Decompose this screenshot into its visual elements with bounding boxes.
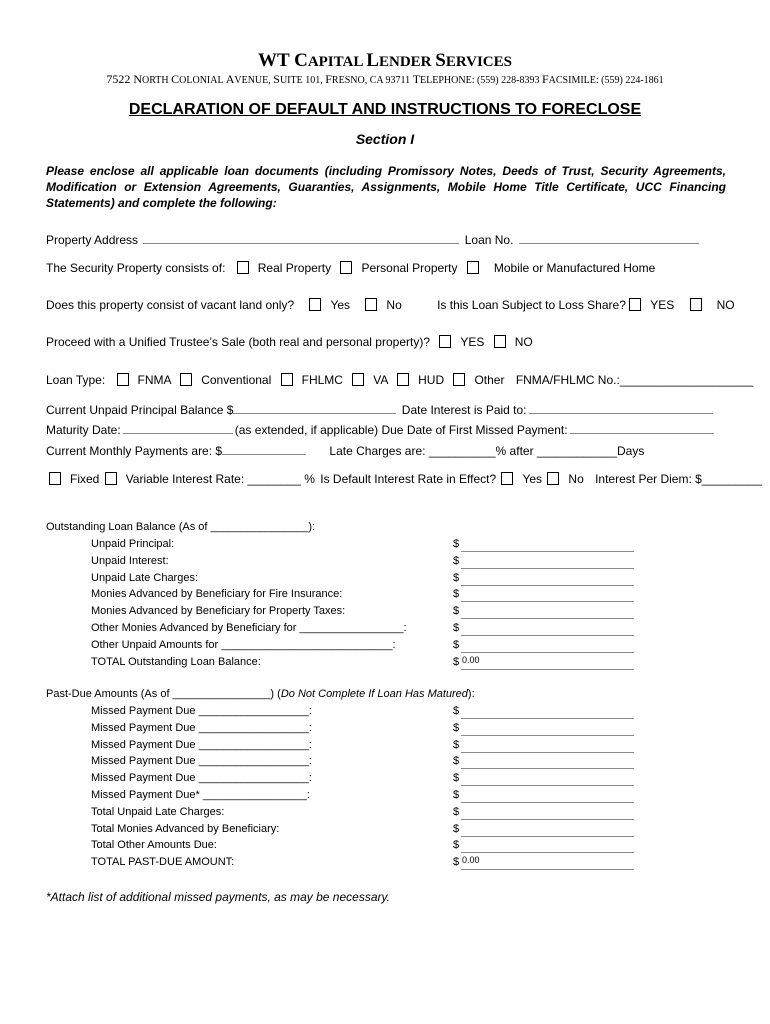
unified-no-label: NO [514,335,533,349]
outstanding-amount-field[interactable] [461,555,634,569]
outstanding-dollar-sign: $ [453,588,460,601]
property-address-field[interactable] [143,231,459,244]
loan-no-field[interactable] [519,231,699,244]
outstanding-row-label: Unpaid Interest: [91,554,169,567]
outstanding-amount-field[interactable] [461,605,634,619]
default-yes-checkbox[interactable] [501,472,513,485]
interest-per-diem-field[interactable]: Interest Per Diem: $_________ [595,472,762,486]
outstanding-row-label: Unpaid Late Charges: [91,571,199,584]
intro-paragraph: Please enclose all applicable loan documents (including Promissory Notes, Deeds of Trust, Security Agreements, Modification or Extension Agreements, Guaranties, Assignments, Mobile Home Title Certificate, UCC Financing Statements) and complete the following: [46,164,726,210]
variable-rate-field[interactable]: Variable Interest Rate: ________ % [125,472,315,486]
monthly-payments-field[interactable] [222,442,306,455]
company-address: 7522 NORTH COLONIAL AVENUE, SUITE 101, FRESNO, CA 93711 TELEPHONE: (559) 228-8393 FACSIMILE: (559) 224-1861 [106,72,664,86]
outstanding-amount-field[interactable] [461,639,634,653]
pastdue-amount-value: 0.00 [462,855,480,866]
outstanding-dollar-sign: $ [453,554,460,567]
date-interest-field[interactable] [529,401,713,414]
company-name: WT CAPITAL LENDER SERVICES [258,50,512,71]
as-extended-label: (as extended, if applicable) [234,423,379,437]
vacant-no-label: No [386,298,402,312]
pastdue-dollar-sign: $ [453,839,460,852]
outstanding-row-label: TOTAL Outstanding Loan Balance: [91,655,261,668]
outstanding-amount-field[interactable] [461,538,634,552]
fnma-no-field[interactable]: FNMA/FHLMC No.:____________________ [515,373,754,387]
vacant-yes-label: Yes [330,298,351,312]
outstanding-row-label: Monies Advanced by Beneficiary for Fire Insurance: [91,588,343,601]
late-charges-field[interactable]: Late Charges are: __________% after ____________Days [329,444,645,458]
default-no-checkbox[interactable] [547,472,559,485]
outstanding-heading: Outstanding Loan Balance (As of ________________): [46,521,316,533]
unified-sale-label: Proceed with a Unified Trustee’s Sale (both real and personal property)? [46,335,430,349]
pastdue-row-label: Total Unpaid Late Charges: [91,805,225,818]
pastdue-amount-field[interactable] [461,856,634,870]
pastdue-row-label: Missed Payment Due __________________: [91,721,312,734]
maturity-date-label: Maturity Date: [46,423,121,437]
default-no-label: No [568,472,584,486]
conventional-checkbox[interactable] [180,373,192,386]
unified-yes-checkbox[interactable] [439,335,451,348]
vacant-land-label: Does this property consist of vacant land only? [46,298,295,312]
pastdue-row-label: Total Monies Advanced by Beneficiary: [91,822,280,835]
outstanding-amount-field[interactable] [461,656,634,670]
vacant-yes-checkbox[interactable] [309,298,321,311]
pastdue-dollar-sign: $ [453,772,460,785]
vacant-no-checkbox[interactable] [365,298,377,311]
pastdue-dollar-sign: $ [453,705,460,717]
loss-share-yes-checkbox[interactable] [629,298,641,311]
pastdue-amount-field[interactable] [461,789,634,803]
pastdue-dollar-sign: $ [453,721,460,734]
personal-property-label: Personal Property [361,261,458,275]
security-property-label: The Security Property consists of: [46,261,226,275]
pastdue-row-label: Missed Payment Due __________________: [91,755,312,768]
maturity-row [46,421,716,437]
pastdue-dollar-sign: $ [453,856,460,869]
due-date-label: Due Date of First Missed Payment: [381,423,568,437]
outstanding-dollar-sign: $ [453,571,460,584]
va-label: VA [373,373,388,387]
pastdue-heading: Past-Due Amounts (As of ________________) (Do Not Complete If Loan Has Matured): [46,688,475,700]
fhlmc-label: FHLMC [301,373,343,387]
pastdue-dollar-sign: $ [453,789,460,801]
pastdue-row-label: Missed Payment Due __________________: [91,772,312,785]
pastdue-amount-field[interactable] [461,772,634,786]
pastdue-row-label: Missed Payment Due __________________: [91,738,312,751]
real-property-checkbox[interactable] [237,261,249,274]
outstanding-dollar-sign: $ [453,538,460,550]
fixed-checkbox[interactable] [49,472,61,485]
outstanding-amount-field[interactable] [461,622,634,636]
loss-share-no-checkbox[interactable] [690,298,702,311]
document-title: DECLARATION OF DEFAULT AND INSTRUCTIONS TO FORECLOSE [128,101,642,118]
fnma-label: FNMA [137,373,171,387]
maturity-date-field[interactable] [123,421,233,434]
loan-type-row [46,373,753,387]
default-interest-label: Is Default Interest Rate in Effect? [320,472,497,486]
fhlmc-checkbox[interactable] [281,373,293,386]
pastdue-amount-field[interactable] [461,755,634,769]
date-interest-label: Date Interest is Paid to: [401,403,527,417]
outstanding-row-label: Other Unpaid Amounts for ____________________________: [91,638,396,651]
pastdue-dollar-sign: $ [453,738,460,751]
pastdue-dollar-sign: $ [453,822,460,835]
pastdue-dollar-sign: $ [453,755,460,768]
other-loan-label: Other [474,373,505,387]
unified-sale-row [46,335,533,349]
fnma-checkbox[interactable] [117,373,129,386]
outstanding-dollar-sign: $ [453,605,460,618]
pastdue-amount-field[interactable] [461,823,634,837]
unified-yes-label: YES [460,335,485,349]
real-property-label: Real Property [257,261,332,275]
pastdue-row-label: Missed Payment Due __________________: [91,705,312,717]
unpaid-principal-row [46,401,715,417]
outstanding-dollar-sign: $ [453,638,460,651]
outstanding-dollar-sign: $ [453,655,460,668]
loan-type-label: Loan Type: [46,373,106,387]
personal-property-checkbox[interactable] [340,261,352,274]
interest-row [49,472,762,486]
default-yes-label: Yes [522,472,543,486]
outstanding-amount-value: 0.00 [462,654,480,665]
loss-share-label: Is this Loan Subject to Loss Share? [437,298,626,312]
property-address-label: Property Address [46,233,139,247]
unpaid-principal-field[interactable] [233,401,396,414]
monthly-payments-row [46,442,644,458]
security-property-row [46,261,655,275]
va-checkbox[interactable] [352,373,364,386]
pastdue-row-label: Missed Payment Due* _________________: [91,789,310,801]
outstanding-row-label: Other Monies Advanced by Beneficiary for _________________: [91,622,407,634]
footnote: *Attach list of additional missed payments, as may be necessary. [46,890,390,904]
pastdue-amount-field[interactable] [461,806,634,820]
vacant-land-row [46,298,735,312]
outstanding-amount-field[interactable] [461,572,634,586]
pastdue-row-label: TOTAL PAST-DUE AMOUNT: [91,856,235,869]
variable-checkbox[interactable] [105,472,117,485]
pastdue-amount-field[interactable] [461,722,634,736]
due-date-field[interactable] [570,421,714,434]
pastdue-amount-field[interactable] [461,839,634,853]
pastdue-row-label: Total Other Amounts Due: [91,839,217,852]
outstanding-row-label: Unpaid Principal: [91,538,175,550]
fixed-label: Fixed [70,472,100,486]
property-address-row [46,231,701,247]
outstanding-row-label: Monies Advanced by Beneficiary for Property Taxes: [91,605,346,618]
mobile-home-label: Mobile or Manufactured Home [493,261,656,275]
other-loan-checkbox[interactable] [453,373,465,386]
monthly-payments-label: Current Monthly Payments are: $ [46,444,223,458]
unified-no-checkbox[interactable] [494,335,506,348]
pastdue-amount-field[interactable] [461,705,634,719]
conventional-label: Conventional [201,373,272,387]
outstanding-dollar-sign: $ [453,622,460,634]
loss-share-no-label: NO [716,298,735,312]
pastdue-amount-field[interactable] [461,739,634,753]
unpaid-principal-label: Current Unpaid Principal Balance $ [46,403,234,417]
hud-checkbox[interactable] [397,373,409,386]
hud-label: HUD [418,373,445,387]
pastdue-dollar-sign: $ [453,805,460,818]
loan-no-label: Loan No. [464,233,514,247]
section-heading: Section I [355,131,415,147]
outstanding-amount-field[interactable] [461,588,634,602]
mobile-home-checkbox[interactable] [467,261,479,274]
loss-share-yes-label: YES [650,298,675,312]
